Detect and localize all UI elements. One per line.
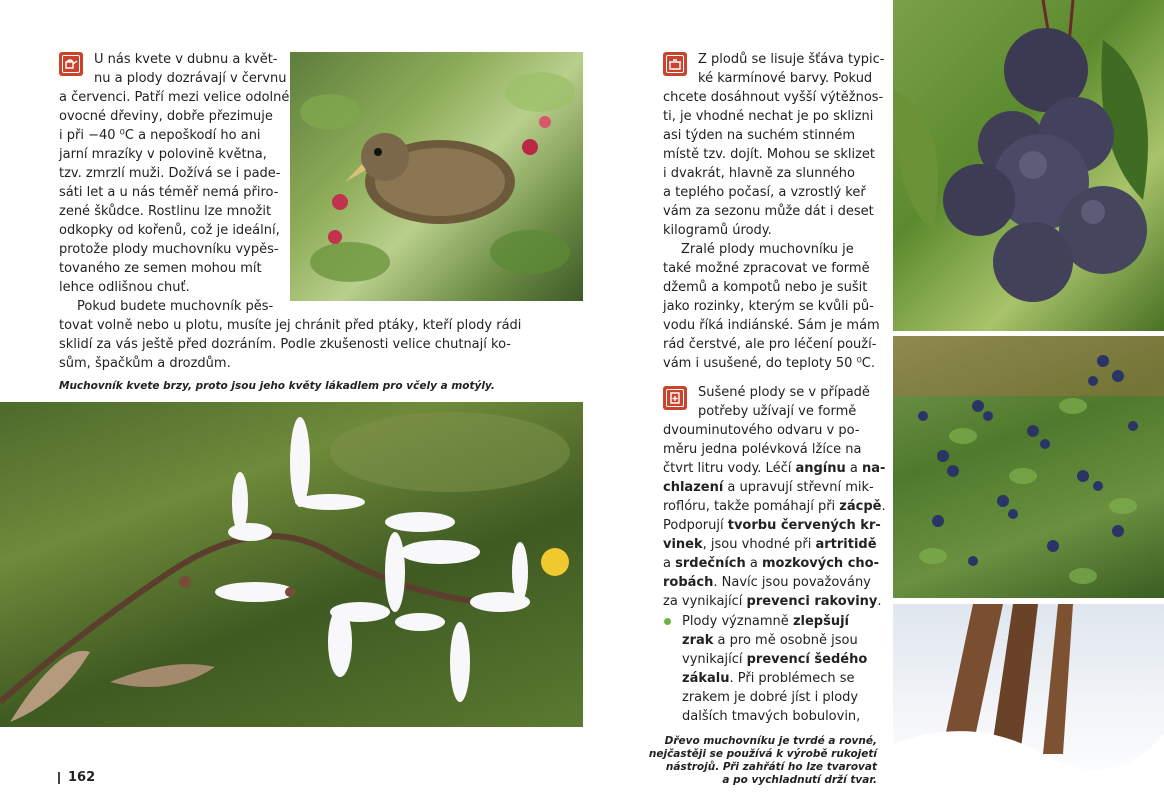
text-line: vynikající prevencí šedého [682,652,868,667]
text-line: i dvakrát, hlavně za slunného [663,166,855,181]
text-line: tovaného ze semen mohou mít [59,261,262,276]
page-number-bar [58,772,60,784]
caption-line: nejčastěji se používá k výrobě rukojetí [648,748,877,760]
bird-photo [290,52,583,301]
text-line: také možné zpracovat ve formě [663,261,870,276]
text-line: odkopky od kořenů, což je ideální, [59,223,280,238]
caption-line: nástrojů. Při zahřátí ho lze tvarovat [665,761,877,773]
text-line: chcete dosáhnout vyšší výtěžnos- [663,90,884,105]
text-line: dalších tmavých bobulovin, [682,709,861,724]
text-line: protože plody muchovníku vypěs- [59,242,279,257]
text-line: měru jedna polévková lžíce na [663,442,862,457]
text-line: lehce odlišnou chuť. [59,280,190,295]
medicine-icon [663,386,687,410]
text-line: čtvrt litru vody. Léčí angínu a na- [663,461,886,476]
text-line: Zralé plody muchovníku je [681,242,854,257]
text-line: jarní mrazíky v polovině května, [59,147,267,162]
text-line: zené škůdce. Rostlinu lze množit [59,204,272,219]
flower-caption: Muchovník kvete brzy, proto jsou jeho květy lákadlem pro včely a motýly. [59,380,495,392]
text-line: vodu říká indiánské. Sám je mám [663,318,880,333]
text-line: robách. Navíc jsou považovány [663,575,871,590]
text-line: a srdečních a mozkových cho- [663,556,879,571]
text-line: Sušené plody se v případě [698,385,870,400]
caption-line: Dřevo muchovníku je tvrdé a rovné, [664,735,877,747]
text-line: zákalu. Při problémech se [682,671,855,686]
pot-icon [663,52,687,76]
text-line: i při −40 ⁰C a nepoškodí ho ani [59,128,261,143]
text-line: Pokud budete muchovník pěs- [77,299,274,314]
text-line: a červenci. Patří mezi velice odolné [59,90,290,105]
wooden-stakes-photo [893,604,1164,794]
bullet-dot [664,618,671,625]
text-line: roflóru, takže pomáhají při zácpě. [663,499,886,514]
text-line: sklidí za vás ještě před dozráním. Podle zkušenosti velice chutnají ko- [59,337,511,352]
text-line: dvouminutového odvaru v po- [663,423,860,438]
text-line: nu a plody dozrávají v červnu [94,71,287,86]
text-line: Podporují tvorbu červených kr- [663,518,881,533]
text-line: zrakem je dobré jíst i plody [682,690,859,705]
text-line: kilogramů úrody. [663,223,772,238]
text-line: zrak a pro mě osobně jsou [682,633,858,648]
text-line: jako rozinky, kterým se kvůli pů- [663,299,874,314]
text-line: sáti let a u nás téměř nemá přiro- [59,185,279,200]
flower-photo [0,402,583,727]
text-line: potřeby užívají ve formě [698,404,857,419]
text-line: vinek, jsou vhodné při artritidě [663,537,877,552]
page-number: 162 [68,770,96,785]
text-line: vám i usušené, do teploty 50 ⁰C. [663,356,875,371]
text-line: ti, je vhodné nechat je po sklizni [663,109,874,124]
caption-line: a po vychladnutí drží tvar. [722,774,877,786]
berries-closeup-photo [893,0,1164,331]
text-line: ovocné dřeviny, dobře přezimuje [59,109,273,124]
berry-bush-photo [893,336,1164,598]
text-line: asi týden na suchém stinném [663,128,856,143]
text-line: Z plodů se lisuje šťáva typic- [698,52,885,67]
text-line: a teplého počasí, a vzrostlý keř [663,185,866,200]
text-line: vám za sezonu může dát i deset [663,204,874,219]
text-line: chlazení a upravují střevní mik- [663,480,874,495]
text-line: za vynikající prevenci rakoviny. [663,594,882,609]
text-line: Plody významně zlepšují [682,614,849,629]
text-line: U nás kvete v dubnu a květ- [94,52,278,67]
text-line: rád čerstvé, ale pro léčení použí- [663,337,877,352]
text-line: tovat volně nebo u plotu, musíte jej chránit před ptáky, kteří plody rádi [59,318,522,333]
text-line: sům, špačkům a drozdům. [59,356,231,371]
watering-can-icon [59,52,83,76]
text-line: tzv. zmrzlí muži. Dožívá se i pade- [59,166,281,181]
text-line: místě tzv. dojít. Mohou se sklizet [663,147,876,162]
text-line: džemů a kompotů nebo je sušit [663,280,868,295]
text-line: ké karmínové barvy. Pokud [698,71,873,86]
